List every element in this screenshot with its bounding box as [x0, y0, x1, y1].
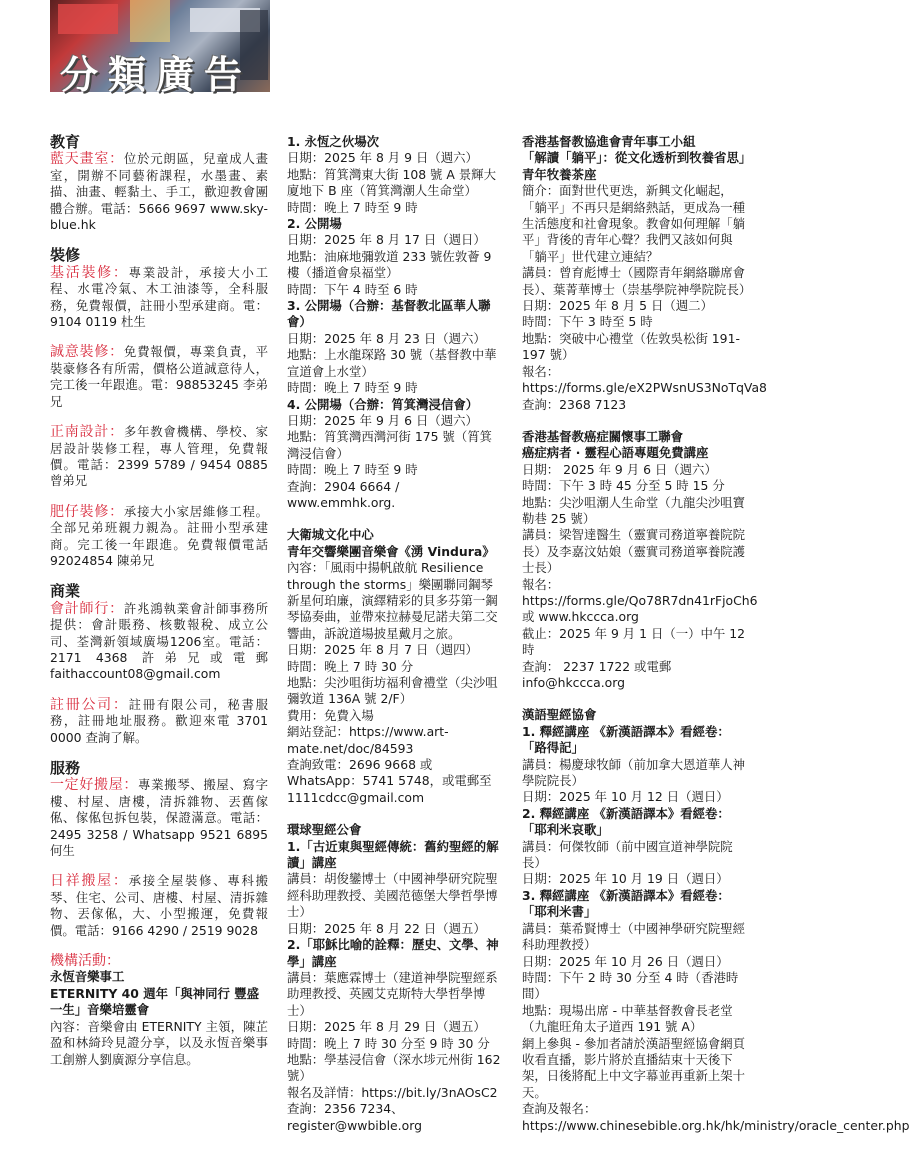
event-date: 日期：2025 年 9 月 6 日（週六）: [287, 412, 478, 428]
event-speaker: 講員：梁智達醫生（靈實司務道寧養院院長）及李嘉汶姑娘（靈實司務道寧養院護士長）: [522, 527, 746, 576]
column-right: [522, 134, 909, 1150]
ad-entry: [50, 151, 268, 233]
column-middle: [287, 134, 503, 1150]
event-session-title: 2. 公開場: [287, 216, 342, 232]
event-block: [522, 428, 758, 692]
ad-name: 正南設計：: [50, 424, 124, 441]
event-contact: 查詢：2368 7123: [522, 396, 627, 412]
event-time: 時間：下午 4 時至 6 時: [287, 281, 418, 297]
event-time: 時間：晚上 7 時至 9 時: [287, 462, 418, 478]
header-banner: [50, 0, 270, 97]
event-date: 日期：2025 年 10 月 26 日（週日）: [522, 953, 729, 969]
ad-text: 專業搬琴、搬屋、寫字樓、村屋、唐樓，清拆雜物、丟舊傢俬、傢俬包拆包裝，保證滿意。電話：2495 3258 / Whatsapp 9521 6895 何生: [50, 777, 269, 859]
event-register: 報名：https://forms.gle/Qo78R7dn41rFjoCh6 或 www.hkccca.org: [522, 576, 758, 625]
event-block: [287, 822, 503, 1134]
event-block: [522, 707, 909, 1134]
ad-entry: [50, 424, 268, 490]
event-venue: 地點：突破中心禮堂（佐敦吳松街 191-197 號）: [522, 330, 740, 363]
event-time: 時間：下午 2 時 30 分至 4 時（香港時間）: [522, 969, 739, 1002]
ad-text: 註冊有限公司，秘書服務，註冊地址服務。歡迎來電 3701 0000 查詢了解。: [50, 696, 269, 745]
event-register: 報名及詳情：https://bit.ly/3nAOsC2: [287, 1084, 498, 1100]
ad-name: 註冊公司：: [50, 696, 129, 713]
ad-entry: [50, 697, 268, 746]
event-description: 簡介：面對世代更迭，新興文化崛起，「躺平」不再只是網絡熱話，更成為一種生活態度和社會現象。教會如何理解「躺平」背後的青年心聲？我們又該如何與「躺平」世代建立連結？: [522, 183, 746, 264]
event-time: 時間：晚上 7 時至 9 時: [287, 199, 418, 215]
event-block: [287, 527, 503, 806]
ad-name: 基活裝修：: [50, 264, 129, 281]
event-date: 日期： 2025 年 9 月 6 日（週六）: [522, 461, 717, 477]
ad-name: 藍天畫室：: [50, 151, 124, 168]
event-speaker: 講員：楊慶球牧師（前加拿大恩道華人神學院院長）: [522, 756, 746, 789]
page-title: 分類廣告: [60, 53, 253, 97]
event-venue: 地點：學基浸信會（深水埗元州街 162 號）: [287, 1051, 501, 1084]
event-date: 日期：2025 年 8 月 9 日（週六）: [287, 150, 478, 166]
event-time: 時間：晚上 7 時 30 分至 9 時 30 分: [287, 1035, 490, 1051]
event-session-title: 1.「古近東與聖經傳統：舊約聖經的解讀」講座: [287, 838, 499, 871]
event-venue: 地點：上水龍琛路 30 號（基督教中華宣道會上水堂）: [287, 347, 497, 379]
ad-text: 專業設計，承接大小工程、水電冷氣、木工油漆等，全科服務，免費報價，註冊小型承建商。電：9104 0119 杜生: [50, 264, 269, 330]
banner-neon-sign: [130, 0, 170, 42]
event-speaker: 講員：葉希賢博士（中國神學研究院聖經科助理教授）: [522, 920, 746, 953]
event-venue: 地點：油麻地彌敦道 233 號佐敦薈 9 樓（播道會泉福堂）: [287, 248, 492, 281]
event-website: 網站登記：https://www.art-mate.net/doc/84593: [287, 724, 449, 756]
ad-text: 承接全屋裝修、專科搬琴、住宅、公司、唐樓、村屋、清拆雜物、丟傢俬，大、小型搬運，免費報價。電話：9166 4290 / 2519 9028: [50, 873, 269, 938]
ad-entry: [50, 504, 268, 570]
event-session-title: 2.「耶穌比喻的詮釋：歷史、文學、神學」講座: [287, 937, 499, 969]
event-fee: 費用：免費入場: [287, 707, 374, 723]
event-date: 日期：2025 年 8 月 22 日（週五）: [287, 920, 486, 936]
event-session-title: 1. 釋經講座 《新漢語譯本》看經卷：「路得記」: [522, 723, 730, 756]
ad-text: 免費報價，專業負責，平裝豪修各有所需，價格公道誠意待人，完工後一年跟進。電：98853245 李弟兄: [50, 344, 269, 409]
org-title: 永恆音樂事工: [50, 969, 125, 985]
category-heading: 機構活動：: [50, 953, 120, 970]
event-speaker: 講員：胡俊鑾博士（中國神學研究院聖經科助理教授、美國范德堡大學哲學博士）: [287, 871, 498, 920]
event-time: 時間：下午 3 時 45 分至 5 時 15 分: [522, 478, 725, 494]
event-title: ETERNITY 40 週年「與神同行 豐盛一生」音樂培靈會: [50, 985, 260, 1018]
event-title: 青年交響樂團音樂會《湧 Vindura》: [287, 543, 495, 559]
event-session-title: 2. 釋經講座 《新漢語譯本》看經卷：「耶利米哀歌」: [522, 805, 730, 838]
event-venue: 地點：現場出席 - 中華基督教會長老堂（九龍旺角太子道西 191 號 A）: [522, 1002, 733, 1035]
org-title: 環球聖經公會: [287, 822, 362, 838]
ad-name: 會計師行：: [50, 600, 124, 617]
event-contact: 查詢： 2237 1722 或電郵 info@hkccca.org: [522, 658, 672, 690]
event-session-title: 4. 公開場（合辦：筲箕灣浸信會）: [287, 396, 479, 412]
category-heading: 裝修: [50, 246, 81, 265]
ad-text: 多年教會機構、學校、家居設計裝修工程，專人管理，免費報價。電話：2399 5789 / 9454 0885 曾弟兄: [50, 424, 269, 489]
event-time: 時間：晚上 7 時 30 分: [287, 658, 414, 674]
event-description: 內容：「風雨中揚帆啟航 Resilience through the storms」樂團聯同鋼琴新星何珀廉，演繹精彩的貝多芬第一鋼琴協奏曲，並帶來拉赫曼尼諾夫第二交響曲，訴說道場披星戴月之旅。: [287, 560, 498, 641]
category-heading: 教育: [50, 133, 81, 151]
org-title: 香港基督教協進會青年事工小組: [522, 134, 696, 149]
org-title: 大衛城文化中心: [287, 527, 374, 543]
event-time: 時間：下午 3 時至 5 時: [522, 314, 653, 330]
event-date: 日期：2025 年 8 月 17 日（週日）: [287, 232, 486, 248]
event-contact: 查詢致電：2696 9668 或 WhatsApp：5741 5748，或電郵至 1111cdcc@gmail.com: [287, 757, 492, 805]
event-contact: 查詢及報名：https://www.chinesebible.org.hk/hk/ministry/oracle_center.php: [522, 1101, 909, 1133]
ad-entry: [50, 265, 268, 331]
event-date: 日期：2025 年 8 月 5 日（週二）: [522, 298, 713, 314]
ad-name: 誠意裝修：: [50, 344, 124, 361]
event-block: [287, 134, 503, 511]
category-heading: 服務: [50, 759, 81, 777]
event-venue: 地點：尖沙咀街坊福利會禮堂（尖沙咀彌敦道 136A 號 2/F）: [287, 675, 498, 707]
event-speaker: 講員：何傑牧師（前中國宣道神學院院長）: [522, 838, 733, 871]
event-session-title: 3. 公開場（合辦：基督教北區華人聯會）: [287, 298, 491, 330]
event-speaker: 講員：葉應霖博士（建道神學院聖經系助理教授、英國艾克斯特大學哲學博士）: [287, 969, 498, 1018]
event-title: 「解讀「躺平」：從文化透析到牧養省思」青年牧養茶座: [522, 150, 746, 182]
event-block: [522, 134, 767, 413]
ad-entry: [50, 601, 268, 683]
event-deadline: 截止：2025 年 9 月 1 日（一）中午 12 時: [522, 625, 745, 658]
event-date: 日期：2025 年 8 月 23 日（週六）: [287, 330, 486, 346]
event-venue: 地點：筲箕灣西灣河街 175 號（筲箕灣浸信會）: [287, 429, 492, 461]
category-heading: 商業: [50, 582, 81, 601]
ad-text: 許兆鴻執業會計師事務所提供：會計賬務、核數報稅、成立公司、荃灣新領域廣場1206室。電話：2171 4368 許弟兄或電郵 faithaccount08@gmail.com: [50, 600, 269, 682]
banner-neon-sign: [58, 4, 118, 34]
event-online-note: 網上參與 - 參加者請於漢語聖經協會網頁收看直播，影片將於直播結束十天後下架，日後將配上中文字幕並再重新上架十天。: [522, 1035, 746, 1100]
event-title: 癌症病者 ‧ 靈程心語專題免費講座: [522, 445, 709, 461]
ad-name: 肥仔裝修：: [50, 503, 124, 520]
ad-name: 日祥搬屋：: [50, 873, 129, 890]
event-date: 日期：2025 年 10 月 12 日（週日）: [522, 789, 729, 805]
ad-text: 承接大小家居維修工程。全部兄弟班親力親為。註冊小型承建商。完工後一年跟進。免費報價電話 92024854 陳弟兄: [50, 503, 269, 568]
event-contact: 查詢：2904 6664 / www.emmhk.org.: [287, 478, 400, 510]
column-left: [50, 134, 268, 1082]
event-time: 時間：晚上 7 時至 9 時: [287, 380, 418, 396]
event-description: 內容：音樂會由 ETERNITY 主領，陳芷盈和林綺玲見證分享，以及永恆音樂事工創辦人劉廣源分享信息。: [50, 1018, 268, 1067]
ad-name: 一定好搬屋：: [50, 777, 139, 794]
ad-entry: [50, 344, 268, 410]
ad-entry: [50, 873, 268, 939]
event-session-title: 1. 永恆之伙場次: [287, 134, 379, 149]
event-date: 日期：2025 年 8 月 7 日（週四）: [287, 642, 478, 658]
event-venue: 地點：筲箕灣東大街 108 號 A 景輝大廈地下 B 座（筲箕灣潮人生命堂）: [287, 166, 496, 199]
event-session-title: 3. 釋經講座 《新漢語譯本》看經卷：「耶利米書」: [522, 887, 730, 920]
event-contact: 查詢：2356 7234、register@wwbible.org: [287, 1101, 422, 1133]
event-venue: 地點：尖沙咀潮人生命堂（九龍尖沙咀寶勒巷 25 號）: [522, 494, 746, 526]
org-title: 漢語聖經協會: [522, 707, 597, 723]
ad-text: 位於元朗區，兒童成人畫室，開辦不同藝術課程，水墨畫、素描、油畫、輕黏土、手工，歡迎教會團體合辦。電話：5666 9697 www.sky-blue.hk: [50, 151, 269, 233]
event-date: 日期：2025 年 8 月 29 日（週五）: [287, 1019, 486, 1035]
event-speaker: 講員：曾育彪博士（國際青年網絡聯席會長）、葉菁華博士（崇基學院神學院院長）: [522, 265, 752, 297]
event-date: 日期：2025 年 10 月 19 日（週日）: [522, 871, 729, 887]
event-register: 報名：https://forms.gle/eX2PWsnUS3NoTqVa8: [522, 363, 767, 396]
org-title: 香港基督教癌症關懷事工聯會: [522, 428, 684, 444]
ad-entry: [50, 777, 268, 859]
